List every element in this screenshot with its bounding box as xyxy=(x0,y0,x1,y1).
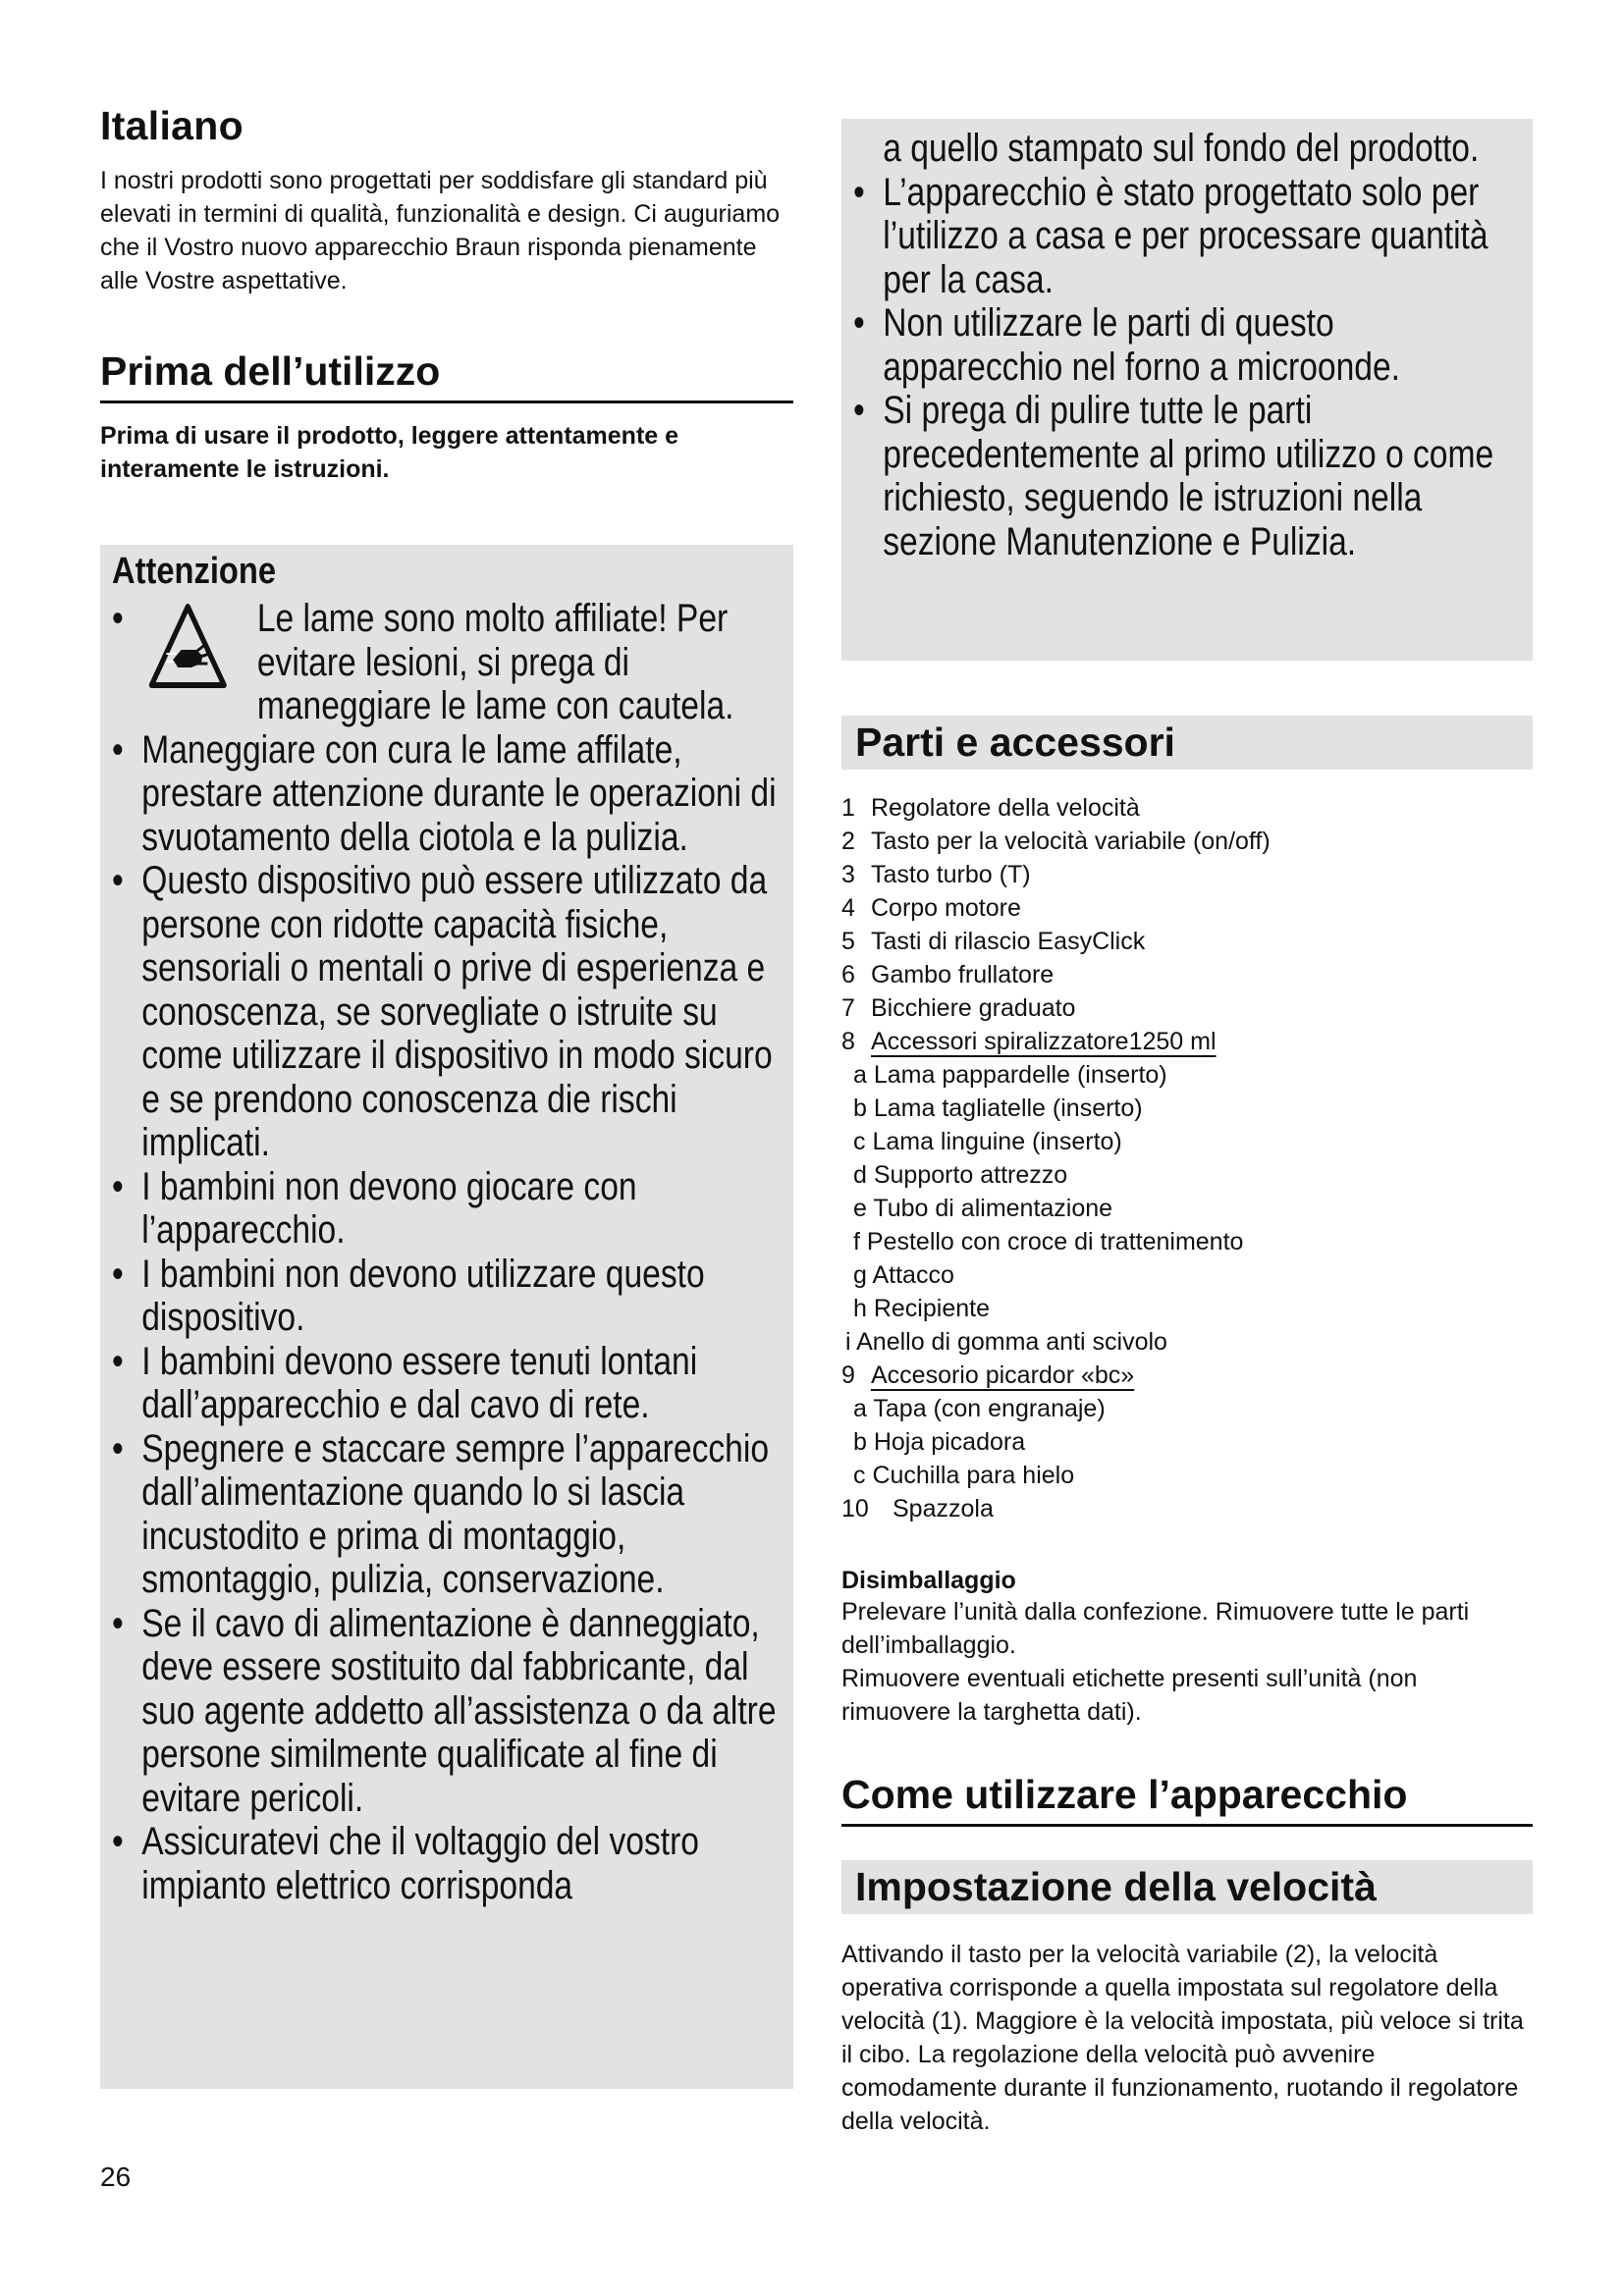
list-item xyxy=(841,991,1533,1025)
warning-item-text: Questo dispositivo può essere utilizzato da persone con ridotte capacità fisiche, sensoriali o mentali o prive di esperienza e conoscenza, se sorvegliate o istruite su come utilizzare il dispositivo in modo sicuro e se prendono conoscenza die rischi implicati. xyxy=(141,859,773,1164)
warning-item xyxy=(112,728,778,860)
list-item xyxy=(841,1492,1533,1525)
warning-item xyxy=(112,1253,778,1340)
bullet: • xyxy=(853,301,865,345)
speed-heading: Impostazione della velocità xyxy=(855,1864,1377,1909)
item-number: 9 xyxy=(841,1362,855,1389)
bullet: • xyxy=(112,1601,124,1645)
language-title: Italiano xyxy=(100,103,244,148)
sub-list-item: h Recipiente xyxy=(853,1295,990,1322)
item-label: Tasto per la velocità variabile (on/off) xyxy=(871,828,1271,855)
bullet: • xyxy=(112,859,124,902)
warning-item xyxy=(112,1165,778,1253)
list-item xyxy=(841,1359,1533,1392)
parts-heading-band xyxy=(841,716,1533,770)
list-item xyxy=(841,1025,1533,1058)
item-label: Gambo frullatore xyxy=(871,961,1055,988)
list-item xyxy=(841,858,1533,891)
item-number: 5 xyxy=(841,928,855,955)
sub-list-item: a Lama pappardelle (inserto) xyxy=(853,1061,1167,1089)
warning-item xyxy=(853,171,1517,302)
item-label: Accesorio picardor «bc» xyxy=(871,1362,1135,1389)
item-label: Spazzola xyxy=(893,1495,994,1522)
warning-item xyxy=(112,1427,778,1602)
warning-item-text: Le lame sono molto affiliate! Per evitare lesioni, si prega di maneggiare le lame con cautela. xyxy=(256,597,734,727)
warning-item xyxy=(112,1602,778,1821)
item-label: Regolatore della velocità xyxy=(871,794,1140,822)
unpacking-heading: Disimballaggio xyxy=(841,1567,1016,1594)
item-number: 10 xyxy=(841,1495,869,1522)
bullet: • xyxy=(112,1339,124,1383)
warning-item-text: L’apparecchio è stato progettato solo per l’utilizzo a casa e per processare quantità per la casa. xyxy=(883,170,1489,301)
parts-list xyxy=(841,791,1533,1525)
bullet: • xyxy=(853,389,865,432)
warning-box xyxy=(100,545,793,2089)
warning-box-continued xyxy=(841,119,1533,661)
bullet: • xyxy=(112,727,124,772)
list-item xyxy=(841,958,1533,991)
unpacking-text: Rimuovere eventuali etichette presenti sull’unità (non rimuovere la targhetta dati). xyxy=(841,1665,1418,1726)
warning-item xyxy=(853,389,1517,563)
hand-cut-warning-icon xyxy=(148,603,228,691)
before-use-heading: Prima dell’utilizzo xyxy=(100,348,793,403)
warning-continued-text: a quello stampato sul fondo del prodotto. xyxy=(883,127,1480,170)
warning-item-text: Non utilizzare le parti di questo apparecchio nel forno a microonde. xyxy=(883,301,1400,389)
item-number: 3 xyxy=(841,861,855,888)
sub-list-item: e Tubo di alimentazione xyxy=(853,1195,1113,1222)
warning-item-text: Assicuratevi che il voltaggio del vostro impianto elettrico corrisponda xyxy=(141,1820,699,1907)
unpacking-text: Prelevare l’unità dalla confezione. Rimuovere tutte le parti dell’imballaggio. xyxy=(841,1598,1470,1659)
item-number: 4 xyxy=(841,894,855,922)
warning-title: Attenzione xyxy=(112,551,277,592)
bullet: • xyxy=(853,170,865,214)
parts-heading: Parti e accessori xyxy=(855,720,1175,765)
item-number: 8 xyxy=(841,1028,855,1055)
left-column xyxy=(100,103,793,2089)
warning-item xyxy=(853,301,1517,389)
warning-list xyxy=(112,597,778,1907)
item-label: Tasto turbo (T) xyxy=(871,861,1031,888)
bullet: • xyxy=(112,1426,124,1470)
warning-item xyxy=(112,1820,778,1907)
bullet: • xyxy=(112,1252,124,1296)
warning-item-text: I bambini devono essere tenuti lontani dall’apparecchio e dal cavo di rete. xyxy=(141,1339,698,1426)
sub-list-item: c Cuchilla para hielo xyxy=(853,1462,1075,1489)
warning-item-text: Se il cavo di alimentazione è danneggiato, deve essere sostituito dal fabbricante, dal suo agente addetto all’assistenza o da altre persone similmente qualificate al fine di evitare pericoli. xyxy=(141,1601,777,1820)
sub-list-item: a Tapa (con engranaje) xyxy=(853,1395,1106,1422)
page-number: 26 xyxy=(100,2162,132,2192)
bullet: • xyxy=(112,1820,124,1863)
item-label: Tasti di rilascio EasyClick xyxy=(871,928,1146,955)
item-label: Bicchiere graduato xyxy=(871,994,1076,1022)
sub-list-item: g Attacco xyxy=(853,1261,954,1289)
warning-item-text: Spegnere e staccare sempre l’apparecchio dall’alimentazione quando lo si lascia incustodito e prima di montaggio, smontaggio, pulizia, conservazione. xyxy=(141,1426,770,1601)
how-to-heading: Come utilizzare l’apparecchio xyxy=(841,1772,1533,1827)
list-item xyxy=(841,825,1533,858)
item-label: Corpo motore xyxy=(871,894,1021,922)
speed-heading-band xyxy=(841,1860,1533,1914)
warning-item xyxy=(112,1340,778,1427)
list-item xyxy=(841,925,1533,958)
item-number: 2 xyxy=(841,828,855,855)
sub-list-item: b Hoja picadora xyxy=(853,1428,1026,1456)
bullet: • xyxy=(112,1164,124,1208)
item-label: Accessori spiralizzatore1250 ml xyxy=(871,1028,1217,1055)
right-column xyxy=(841,119,1533,2138)
sub-list-item: f Pestello con croce di trattenimento xyxy=(853,1228,1244,1255)
speed-text: Attivando il tasto per la velocità variabile (2), la velocità operativa corrisponde a quella impostata sul regolatore della velocità (1). Maggiore è la velocità impostata, più veloce si trita il cibo. La regolazione della velocità può avvenire comodamente durante il funzionamento, ruotando il regolatore della velocità. xyxy=(841,1941,1524,2135)
item-number: 7 xyxy=(841,994,855,1022)
intro-paragraph: I nostri prodotti sono progettati per soddisfare gli standard più elevati in termini di qualità, funzionalità e design. Ci auguriamo che il Vostro nuovo apparecchio Braun risponda pienamente alle Vostre aspettative. xyxy=(100,167,781,294)
before-use-note: Prima di usare il prodotto, leggere attentamente e interamente le istruzioni. xyxy=(100,422,679,483)
sub-list-item: b Lama tagliatelle (inserto) xyxy=(853,1095,1143,1122)
sub-list-item: i Anello di gomma anti scivolo xyxy=(845,1328,1167,1356)
warning-item-blades xyxy=(112,597,778,728)
item-number: 6 xyxy=(841,961,855,988)
warning-item-text: Si prega di pulire tutte le parti precedentemente al primo utilizzo o come richiesto, seguendo le istruzioni nella sezione Manutenzione e Pulizia. xyxy=(883,389,1494,563)
warning-list-continued xyxy=(853,127,1517,563)
bullet: • xyxy=(112,597,124,640)
sub-list-item: c Lama linguine (inserto) xyxy=(853,1128,1122,1155)
warning-item-text: Maneggiare con cura le lame affilate, prestare attenzione durante le operazioni di svuotamento della ciotola e la pulizia. xyxy=(141,727,777,859)
warning-item-text: I bambini non devono utilizzare questo dispositivo. xyxy=(141,1252,705,1339)
list-item xyxy=(841,891,1533,925)
warning-item-text: I bambini non devono giocare con l’apparecchio. xyxy=(141,1164,637,1252)
warning-item xyxy=(112,859,778,1165)
item-number: 1 xyxy=(841,794,855,822)
list-item xyxy=(841,791,1533,825)
sub-list-item: d Supporto attrezzo xyxy=(853,1161,1068,1189)
